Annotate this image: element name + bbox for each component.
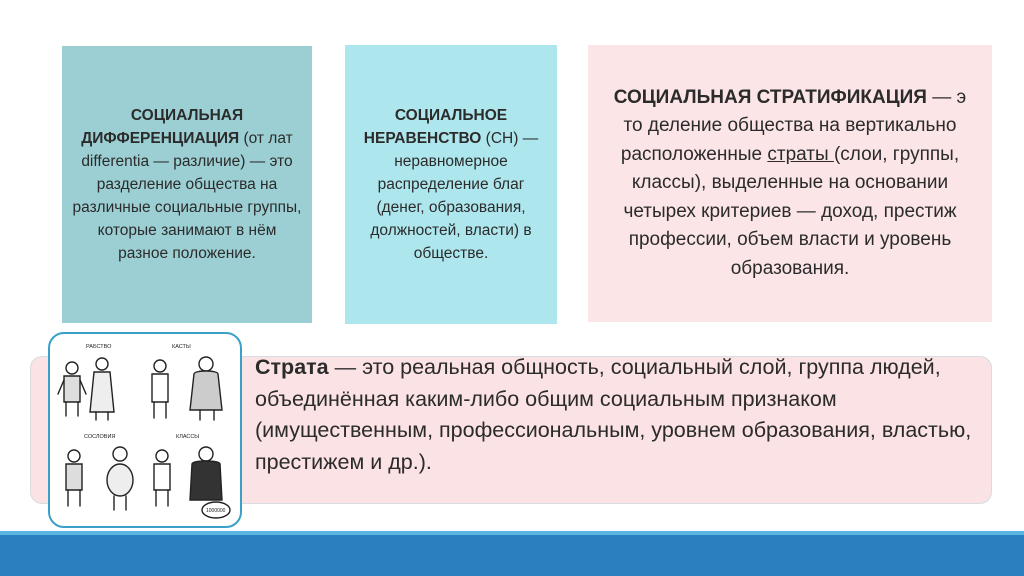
strata-definition: — это реальная общность, социальный слой, группа людей, объединённая каким-либо общим социальным признаком (имущественным, профессиональным, уровнем образования, властью, престижем и др.). [255,355,972,474]
footer-accent-line [0,531,1024,535]
inequality-definition: (СН) — неравномерное распределение благ (денег, образования, должностей, власти) в обществе. [370,130,539,262]
strata-underlined: страты [767,143,834,165]
stratification-definition-part2: (слои, группы, классы), выделенные на основании четырех критериев — доход, престиж профессии, объем власти и уровень образования. [623,143,960,279]
definition-card-differentiation [62,46,312,323]
inequality-term: СОЦИАЛЬНОЕ НЕРАВЕНСТВО [363,107,508,147]
differentiation-definition: (от лат differentia — различие) — это разделение общества на различные социальные группы, которые занимают в нём разное положение. [72,130,302,262]
differentiation-term: СОЦИАЛЬНАЯ ДИФФЕРЕНЦИАЦИЯ [81,107,244,147]
differentiation-definition-text [72,104,302,265]
stratification-cartoon-image [50,334,240,526]
money-sack-label: 1000000 [206,508,226,514]
stratification-term: СОЦИАЛЬНАЯ СТРАТИФИКАЦИЯ [613,86,927,108]
stratification-definition-part1: — э то деление общества на вертикально расположенные [620,86,967,165]
estate-figure-1 [66,450,82,506]
estate-figure-2 [107,447,133,510]
stratification-types-illustration [48,332,242,528]
class-figure-worker [154,450,170,506]
stratification-definition-text [602,84,978,284]
illustration-label-castes: КАСТЫ [172,344,191,350]
illustration-label-estates: СОСЛОВИЯ [84,434,116,440]
strata-definition-text [255,352,975,478]
definition-card-inequality [345,45,557,324]
illustration-label-slavery: РАБСТВО [86,344,112,350]
footer-bar [0,531,1024,576]
slave-figure [58,362,86,416]
caste-figure-1 [152,360,168,418]
master-figure [90,358,114,420]
strata-term: Страта [255,355,329,379]
definition-card-stratification [588,45,992,322]
inequality-definition-text [353,104,549,265]
caste-figure-2 [190,357,222,420]
illustration-label-classes: КЛАССЫ [176,434,200,440]
